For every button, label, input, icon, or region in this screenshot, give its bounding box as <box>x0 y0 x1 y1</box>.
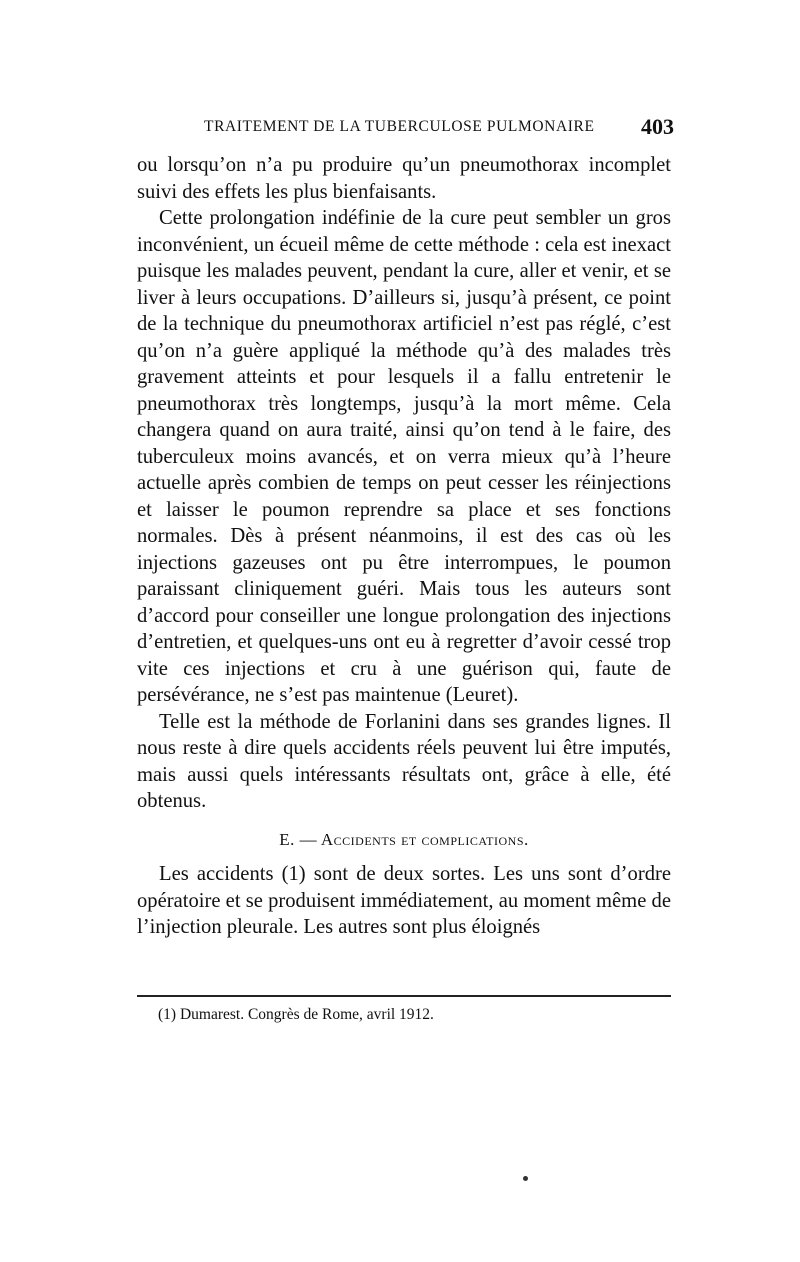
footnote-divider <box>137 995 671 997</box>
paragraph-cure-prolongation: Cette prolongation indéfinie de la cure peut sembler un gros inconvénient, un écueil même de cette méthode : cela est inexact puisque les malades peuvent, pendant la cure, aller et venir, et se liver à leurs occupations. D’ailleurs si, jusqu’à présent, ce point de la technique du pneumothorax artificiel n’est pas réglé, c’est qu’on n’a guère appliqué la méthode qu’à des malades très gravement atteints et pour lesquels il a fallu entretenir le pneumothorax très longtemps, jusqu’à la mort même. Cela changera quand on aura traité, ainsi qu’on tend à le faire, des tuberculeux moins avancés, et on verra mieux qu’à l’heure actuelle après combien de temps on peut cesser les réinjections et laisser le poumon reprendre sa place et ses fonctions normales. Dès à présent néanmoins, il est des cas où les injections gazeuses ont pu être interrompues, le poumon paraissant cliniquement guéri. Mais tous les auteurs sont d’accord pour conseiller une longue prolongation des injections d’entretien, et quelques-uns ont eu à regretter d’avoir cessé trop vite ces injections et cru à une guérison qui, faute de persévérance, ne s’est pas maintenue (Leuret). <box>137 207 671 706</box>
ink-speck <box>523 1176 528 1181</box>
body-text <box>137 152 671 941</box>
page-number: 403 <box>641 114 674 139</box>
section-heading: E. — Accidents et complications. <box>279 829 529 849</box>
paragraph-accidents: Les accidents (1) sont de deux sortes. Les uns sont d’ordre opératoire et se produisent immédiatement, au moment même de l’injection pleurale. Les autres sont plus éloignés <box>137 863 671 938</box>
footnote: (1) Dumarest. Congrès de Rome, avril 1912. <box>158 1006 434 1023</box>
paragraph-continuation: ou lorsqu’on n’a pu produire qu’un pneumothorax incomplet suivi des effets les plus bienfaisants. <box>137 154 671 203</box>
paragraph-forlanini-method: Telle est la méthode de Forlanini dans ses grandes lignes. Il nous reste à dire quels accidents réels peuvent lui être imputés, mais aussi quels intéressants résultats ont, grâce à elle, été obtenus. <box>137 710 671 812</box>
page-header <box>204 114 674 144</box>
running-title: TRAITEMENT DE LA TUBERCULOSE PULMONAIRE <box>204 118 595 135</box>
